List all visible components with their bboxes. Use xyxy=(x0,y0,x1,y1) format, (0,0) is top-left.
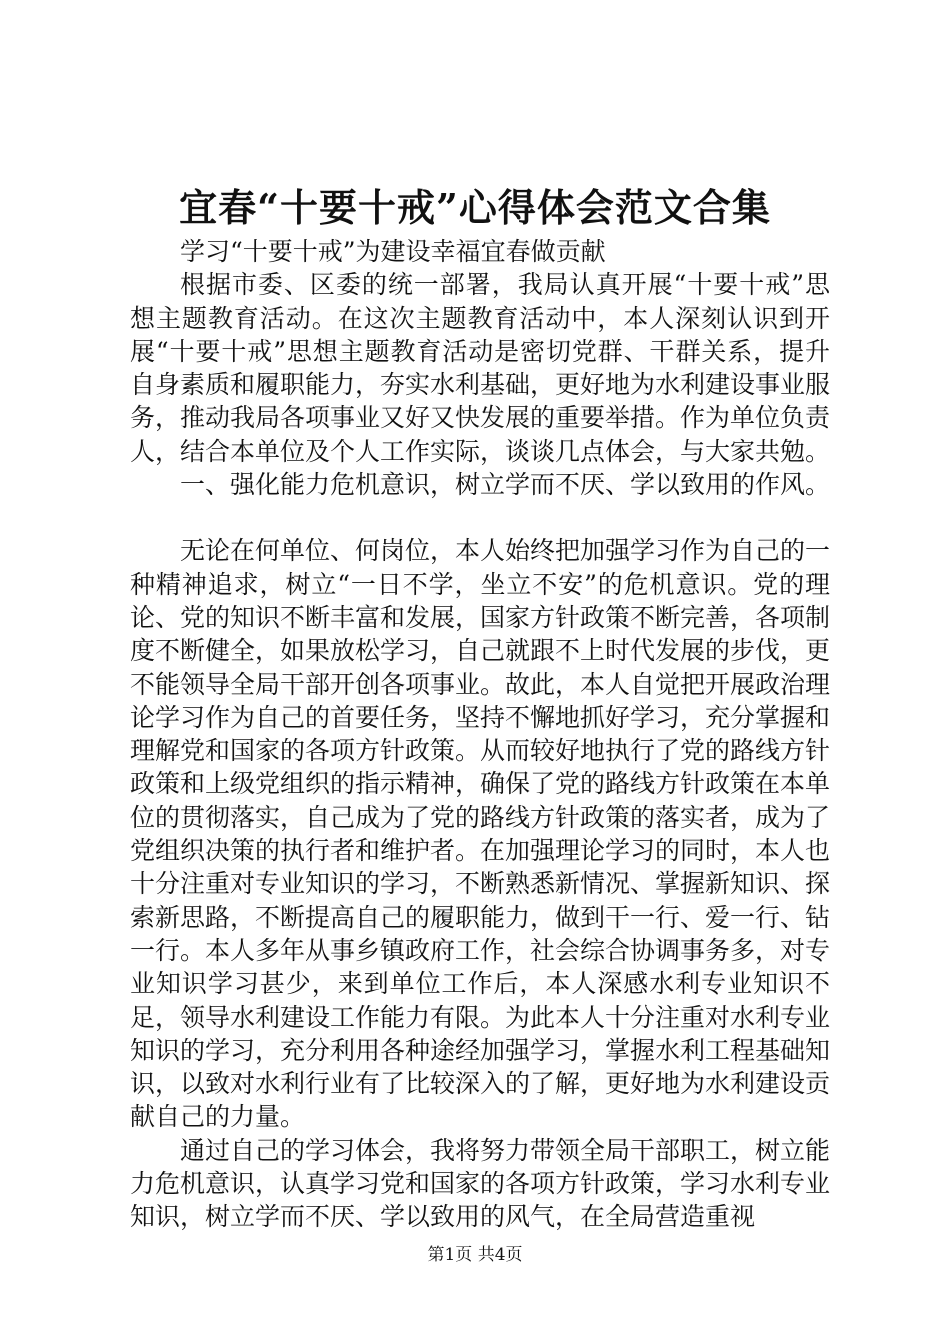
page-footer: 第1页 共4页 xyxy=(427,1245,523,1265)
document-body xyxy=(130,235,830,1234)
body-paragraph: 无论在何单位、何岗位，本人始终把加强学习作为自己的一种精神追求，树立“一日不学，坐立不安”的危机意识。党的理论、党的知识不断丰富和发展，国家方针政策不断完善，各项制度不断健全，如果放松学习，自己就跟不上时代发展的步伐，更不能领导全局干部开创各项事业。故此，本人自觉把开展政治理论学习作为自己的首要任务，坚持不懈地抓好学习，充分掌握和理解党和国家的各项方针政策。从而较好地执行了党的路线方针政策和上级党组织的指示精神，确保了党的路线方针政策在本单位的贯彻落实，自己成为了党的路线方针政策的落实者，成为了党组织决策的执行者和维护者。在加强理论学习的同时，本人也十分注重对专业知识的学习，不断熟悉新情况、掌握新知识、探索新思路，不断提高自己的履职能力，做到干一行、爱一行、钻一行。本人多年从事乡镇政府工作，社会综合协调事务多，对专业知识学习甚少，来到单位工作后，本人深感水利专业知识不足，领导水利建设工作能力有限。为此本人十分注重对水利专业知识的学习，充分利用各种途经加强学习，掌握水利工程基础知识，以致对水利行业有了比较深入的了解，更好地为水利建设贡献自己的力量。 xyxy=(130,536,831,1132)
intro-paragraph: 根据市委、区委的统一部署，我局认真开展“十要十戒”思想主题教育活动。在这次主题教育活动中，本人深刻认识到开展“十要十戒”思想主题教育活动是密切党群、干群关系，提升自身素质和履职能力，夯实水利基础，更好地为水利建设事业服务，推动我局各项事业又好又快发展的重要举措。作为单位负责人，结合本单位及个人工作实际，谈谈几点体会，与大家共勉。 xyxy=(130,270,831,466)
body-paragraph: 通过自己的学习体会，我将努力带领全局干部职工，树立能力危机意识，认真学习党和国家的各项方针政策，学习水利专业知识，树立学而不厌、学以致用的风气，在全局营造重视 xyxy=(130,1135,831,1232)
blank-line xyxy=(130,501,830,534)
document-title: 宜春“十要十戒”心得体会范文合集 xyxy=(179,185,771,230)
subtitle-paragraph: 学习“十要十戒”为建设幸福宜春做贡献 xyxy=(180,237,606,266)
section-heading-paragraph: 一、强化能力危机意识，树立学而不厌、学以致用的作风。 xyxy=(180,470,831,500)
